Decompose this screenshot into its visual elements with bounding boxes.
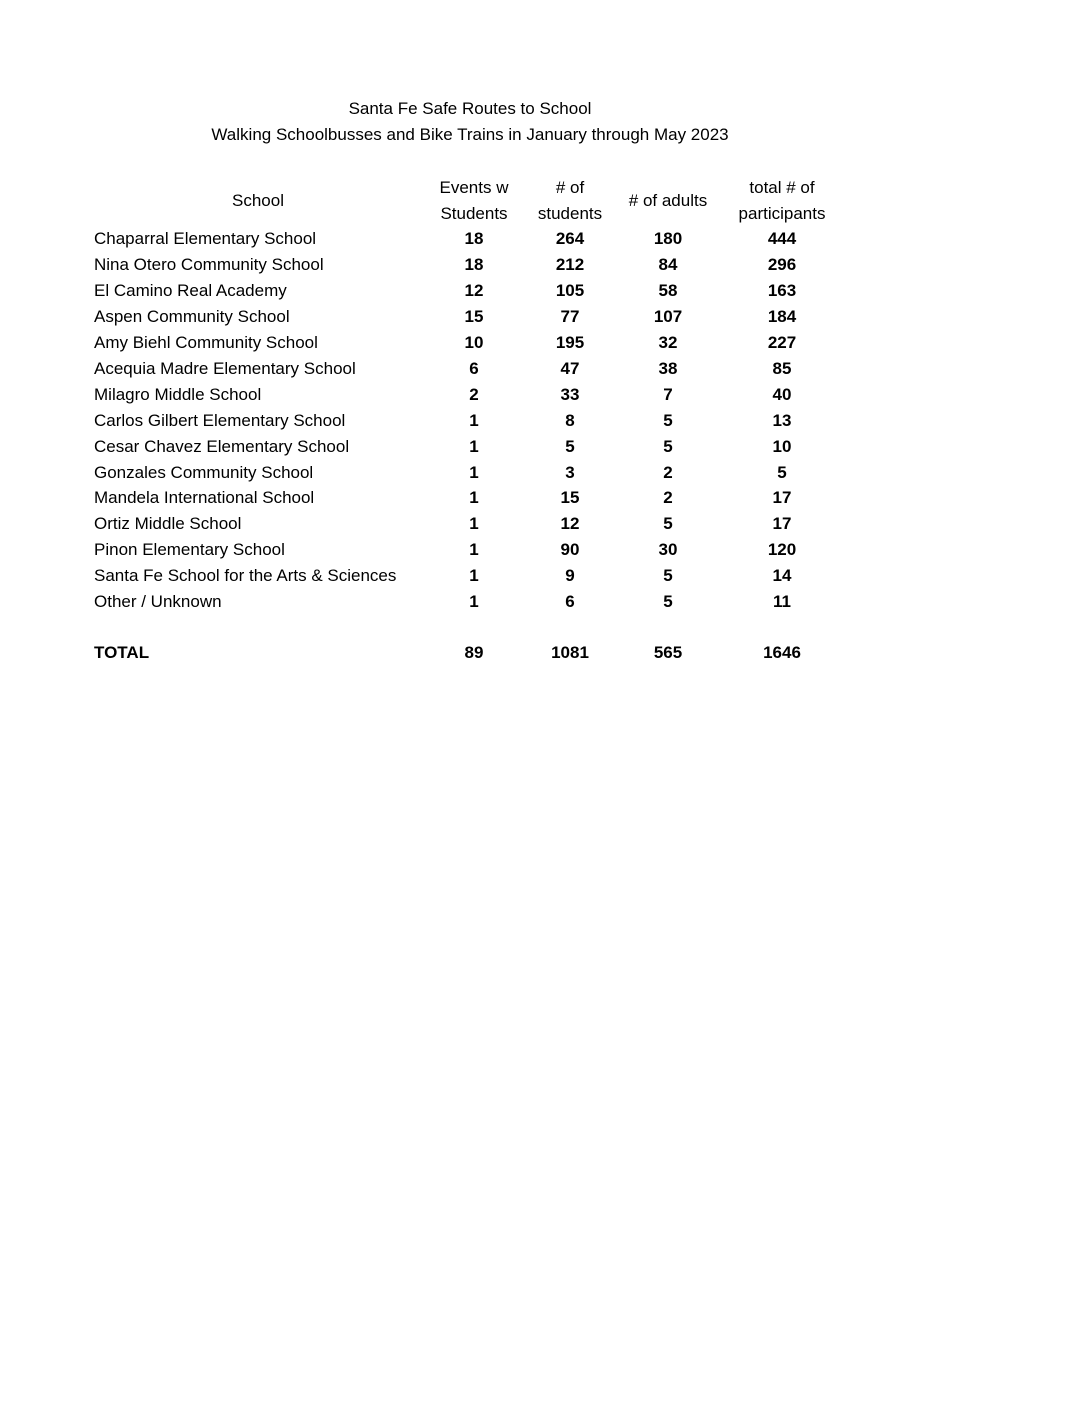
events-count: 18 — [464, 229, 484, 248]
participants-total: 85 — [772, 359, 792, 378]
adults-count: 30 — [658, 540, 678, 559]
adults-count: 2 — [663, 488, 673, 507]
total-label: TOTAL — [94, 643, 150, 662]
adults-count: 5 — [663, 411, 673, 430]
header-school: School — [232, 191, 284, 210]
students-count: 47 — [560, 359, 580, 378]
school-name: Nina Otero Community School — [94, 255, 324, 274]
events-count: 1 — [469, 514, 479, 533]
header-total-line1: total # of — [749, 178, 815, 197]
adults-count: 5 — [663, 566, 673, 585]
table-row — [0, 485, 1088, 511]
events-count: 1 — [469, 592, 479, 611]
students-count: 195 — [555, 333, 585, 352]
adults-count: 5 — [663, 592, 673, 611]
school-name: Other / Unknown — [94, 592, 222, 611]
events-count: 18 — [464, 255, 484, 274]
participants-total: 17 — [772, 488, 792, 507]
header-events-line2: Students — [440, 204, 508, 223]
table-row — [0, 330, 1088, 356]
table-row — [0, 356, 1088, 382]
table-row — [0, 226, 1088, 252]
table-row — [0, 278, 1088, 304]
participants-total: 227 — [767, 333, 797, 352]
events-count: 1 — [469, 540, 479, 559]
header-students-line2: students — [537, 204, 603, 223]
adults-count: 7 — [663, 385, 673, 404]
adults-count: 5 — [663, 514, 673, 533]
adults-count: 38 — [658, 359, 678, 378]
school-name: Carlos Gilbert Elementary School — [94, 411, 346, 430]
table-row — [0, 252, 1088, 278]
students-count: 15 — [560, 488, 580, 507]
events-count: 1 — [469, 411, 479, 430]
school-name: Cesar Chavez Elementary School — [94, 437, 350, 456]
adults-count: 84 — [658, 255, 678, 274]
school-name: Mandela International School — [94, 488, 315, 507]
adults-count: 5 — [663, 437, 673, 456]
participants-total: 120 — [767, 540, 797, 559]
students-count: 33 — [560, 385, 580, 404]
school-name: Acequia Madre Elementary School — [94, 359, 356, 378]
adults-count: 32 — [658, 333, 678, 352]
total-events: 89 — [464, 643, 484, 662]
school-name: El Camino Real Academy — [94, 281, 287, 300]
participants-total: 163 — [767, 281, 797, 300]
events-count: 10 — [464, 333, 484, 352]
adults-count: 180 — [653, 229, 683, 248]
total-students: 1081 — [551, 643, 589, 662]
header-total-line2: participants — [738, 204, 826, 223]
school-name: Amy Biehl Community School — [94, 333, 318, 352]
header-events-line1: Events w — [439, 178, 509, 197]
students-count: 90 — [560, 540, 580, 559]
table-row — [0, 511, 1088, 537]
events-count: 1 — [469, 437, 479, 456]
events-count: 1 — [469, 463, 479, 482]
participants-total: 184 — [767, 307, 797, 326]
events-count: 1 — [469, 566, 479, 585]
participants-total: 444 — [767, 229, 797, 248]
document-title: Santa Fe Safe Routes to School — [348, 99, 592, 118]
school-name: Gonzales Community School — [94, 463, 314, 482]
events-count: 15 — [464, 307, 484, 326]
table-row — [0, 304, 1088, 330]
header-students-line1: # of — [555, 178, 585, 197]
participants-total: 17 — [772, 514, 792, 533]
school-name: Santa Fe School for the Arts & Sciences — [94, 566, 397, 585]
students-count: 8 — [565, 411, 575, 430]
students-count: 3 — [565, 463, 575, 482]
document-subtitle: Walking Schoolbusses and Bike Trains in January through May 2023 — [211, 125, 729, 144]
events-count: 6 — [469, 359, 479, 378]
events-count: 2 — [469, 385, 479, 404]
students-count: 105 — [555, 281, 585, 300]
table-row — [0, 537, 1088, 563]
table-row — [0, 563, 1088, 589]
students-count: 264 — [555, 229, 585, 248]
school-name: Milagro Middle School — [94, 385, 262, 404]
participants-total: 14 — [772, 566, 792, 585]
students-count: 6 — [565, 592, 575, 611]
events-count: 12 — [464, 281, 484, 300]
table-row — [0, 382, 1088, 408]
participants-total: 5 — [777, 463, 787, 482]
table-row — [0, 434, 1088, 460]
students-count: 5 — [565, 437, 575, 456]
participants-total: 10 — [772, 437, 792, 456]
adults-count: 107 — [653, 307, 683, 326]
participants-total: 296 — [767, 255, 797, 274]
students-count: 9 — [565, 566, 575, 585]
events-count: 1 — [469, 488, 479, 507]
students-count: 212 — [555, 255, 585, 274]
total-participants: 1646 — [763, 643, 801, 662]
students-count: 12 — [560, 514, 580, 533]
total-row — [0, 640, 1088, 666]
school-name: Chaparral Elementary School — [94, 229, 317, 248]
school-name: Aspen Community School — [94, 307, 290, 326]
participants-total: 40 — [772, 385, 792, 404]
header-adults: # of adults — [628, 191, 708, 210]
total-adults: 565 — [653, 643, 683, 662]
table-row — [0, 589, 1088, 615]
students-count: 77 — [560, 307, 580, 326]
table-row — [0, 460, 1088, 486]
school-name: Pinon Elementary School — [94, 540, 285, 559]
participants-total: 13 — [772, 411, 792, 430]
participants-total: 11 — [773, 592, 791, 611]
adults-count: 2 — [663, 463, 673, 482]
school-name: Ortiz Middle School — [94, 514, 242, 533]
adults-count: 58 — [658, 281, 678, 300]
table-row — [0, 408, 1088, 434]
